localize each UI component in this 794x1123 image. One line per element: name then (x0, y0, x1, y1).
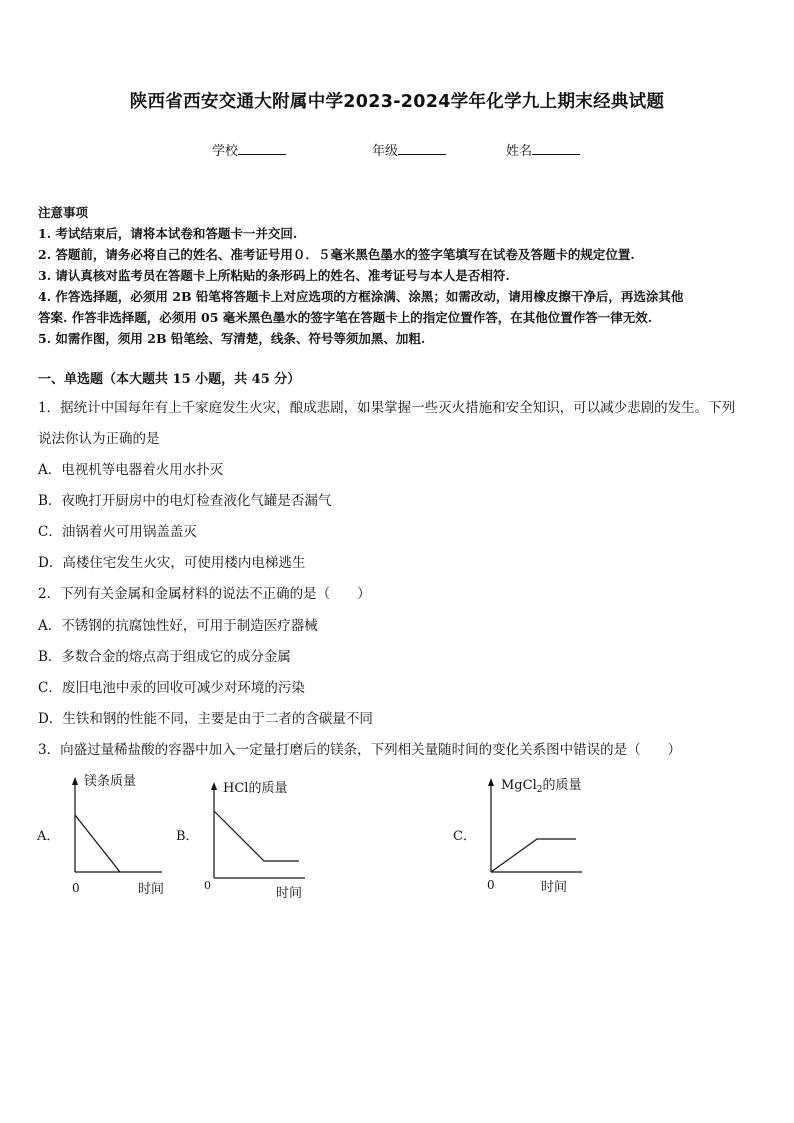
grade-label: 年级 (372, 144, 399, 159)
note-item: 1. 考试结束后，请将本试卷和答题卡一并交回. (38, 226, 298, 241)
question-2-option-c: C．废旧电池中汞的回收可减少对环境的污染 (38, 680, 305, 696)
grade-blank (398, 142, 446, 155)
school-blank (238, 142, 286, 155)
graph-a-origin: 0 (72, 881, 80, 895)
graph-a-y-label: 镁条质量 (84, 774, 137, 789)
graph-b-origin: 0 (204, 879, 211, 892)
page-title: 陕西省西安交通大附属中学2023-2024学年化学九上期末经典试题 (129, 92, 665, 112)
note-item: 4. 作答选择题，必须用 2B 铅笔将答题卡上对应选项的方框涂满、涂黑；如需改动，请用橡皮擦干净后，再选涂其他 (38, 289, 684, 304)
graph-a-option-label: A． (37, 829, 60, 844)
name-label: 姓名 (506, 144, 533, 159)
note-item: 5. 如需作图，须用 2B 铅笔绘、写清楚，线条、符号等须加黑、加粗. (38, 331, 426, 346)
graph-c-line (491, 839, 576, 872)
note-item: 2. 答题前，请务必将自己的姓名、准考证号用０．５毫米黑色墨水的签字笔填写在试卷及答题卡的规定位置. (38, 247, 635, 262)
graph-b-option-label: B． (176, 829, 199, 844)
question-1-option-c: C．油锅着火可用锅盖盖灭 (38, 524, 197, 540)
graph-a-line (75, 815, 120, 872)
graph-b (176, 781, 305, 901)
graph-b-y-arrow (211, 782, 217, 790)
school-field (212, 140, 286, 159)
note-item: 3. 请认真核对监考员在答题卡上所粘贴的条形码上的姓名、准考证号与本人是否相符. (38, 268, 510, 283)
question-1-option-d: D．高楼住宅发生火灾，可使用楼内电梯逃生 (38, 555, 306, 571)
graph-c-y-arrow (488, 778, 494, 786)
name-field (506, 140, 580, 159)
graph-c-option-label: C． (453, 829, 476, 844)
grade-field (372, 140, 446, 159)
graph-b-x-label: 时间 (276, 886, 303, 901)
graph-b-y-label: HCl的质量 (223, 781, 288, 796)
question-1-stem: 1．据统计中国每年有上千家庭发生火灾，酿成悲剧，如果掌握一些灭火措施和安全知识，可以减少悲剧的发生。下列 (38, 400, 736, 416)
graph-b-line (214, 811, 299, 861)
name-blank (532, 142, 580, 155)
question-2-stem: 2．下列有关金属和金属材料的说法不正确的是（ ） (38, 586, 371, 602)
graph-a-x-label: 时间 (138, 882, 165, 897)
graph-a (36, 773, 164, 897)
question-2-option-d: D．生铁和钢的性能不同，主要是由于二者的含碳量不同 (38, 711, 373, 727)
graph-a-y-arrow (72, 777, 78, 785)
question-1-option-b: B．夜晚打开厨房中的电灯检查液化气罐是否漏气 (38, 493, 332, 509)
notes-heading: 注意事项 (38, 205, 89, 220)
question-1-option-a: A．电视机等电器着火用水扑灭 (38, 462, 224, 478)
school-label: 学校 (212, 144, 239, 159)
question-2-option-b: B．多数合金的熔点高于组成它的成分金属 (38, 649, 291, 665)
note-item: 答案. 作答非选择题，必须用 05 毫米黑色墨水的签字笔在答题卡上的指定位置作答，在其他位置作答一律无效. (38, 310, 653, 325)
section-title: 一、单选题（本大题共 15 小题，共 45 分） (38, 372, 301, 387)
question-3-graphs (0, 770, 794, 910)
question-3-stem: 3．向盛过量稀盐酸的容器中加入一定量打磨后的镁条，下列相关量随时间的变化关系图中错误的是（ ） (38, 742, 682, 758)
graph-c-x-label: 时间 (541, 880, 568, 895)
question-1-stem-cont: 说法你认为正确的是 (38, 431, 160, 447)
question-2-option-a: A．不锈钢的抗腐蚀性好，可用于制造医疗器械 (38, 618, 318, 634)
graph-c (453, 778, 582, 895)
graph-c-origin: 0 (487, 878, 495, 892)
graph-c-y-label: MgCl$_2$的质量 (501, 778, 582, 795)
